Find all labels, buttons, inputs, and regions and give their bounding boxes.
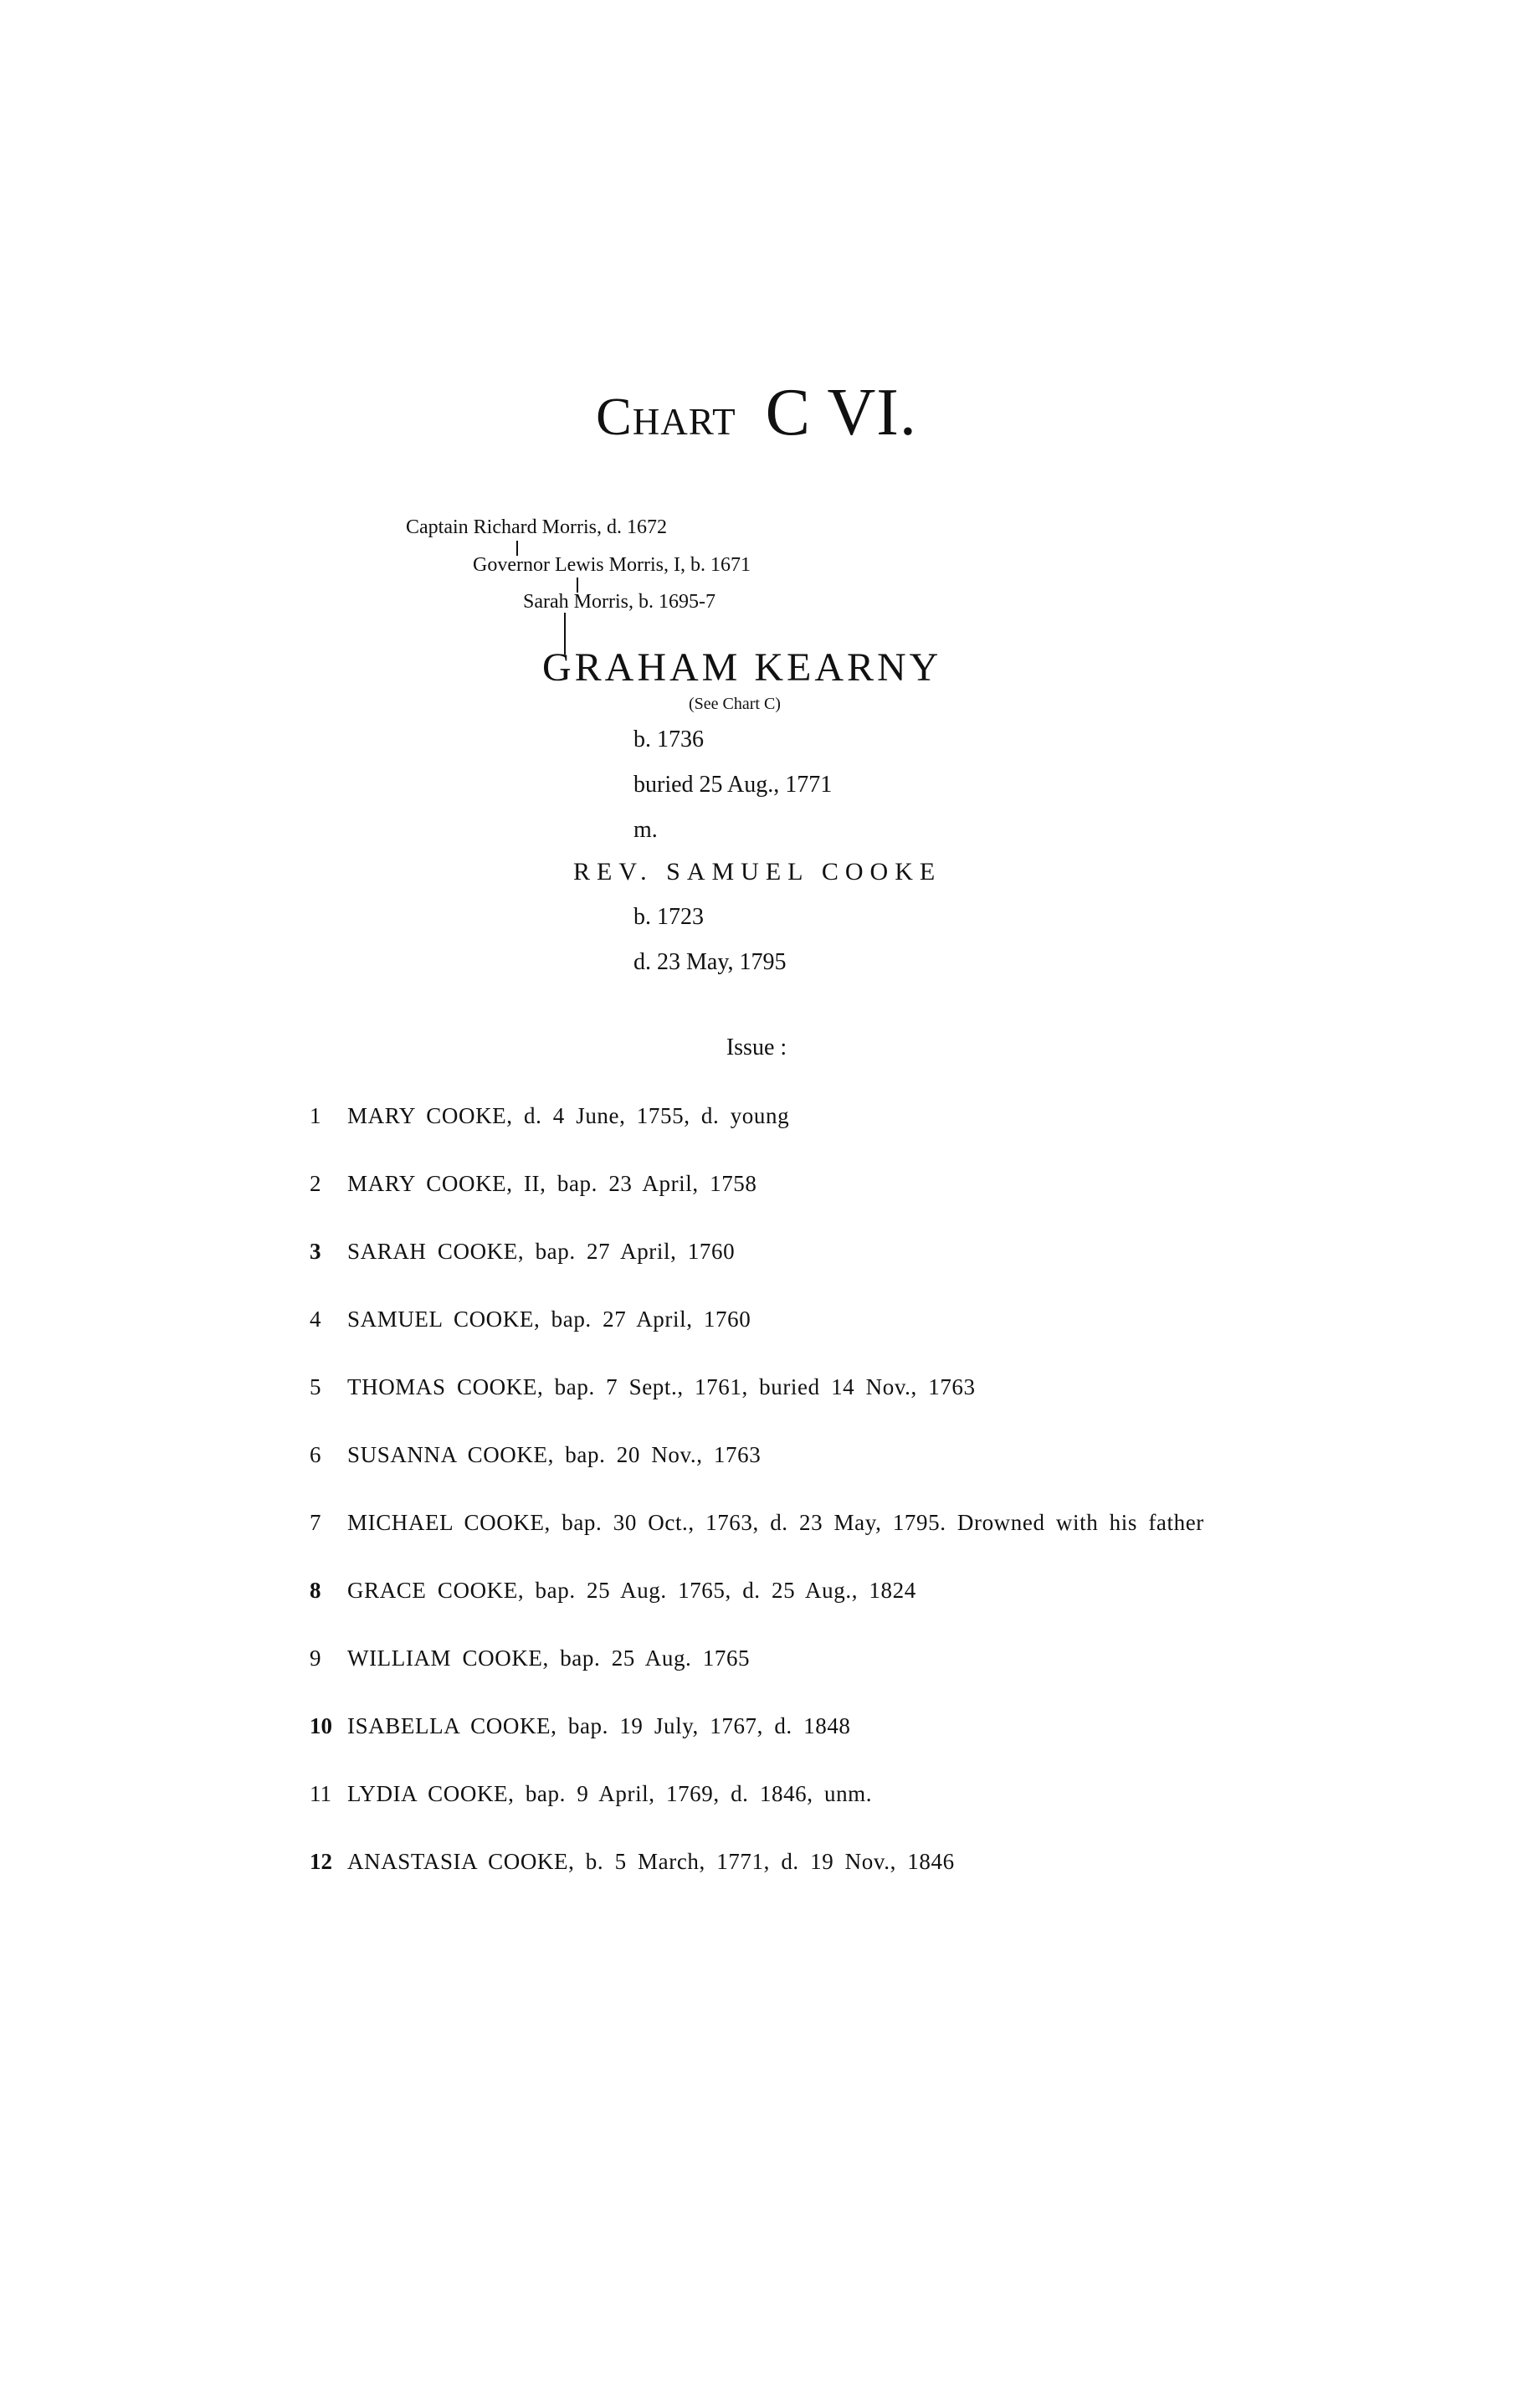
chart-title-big: C VI. bbox=[765, 376, 917, 449]
issue-text: MICHAEL COOKE, bap. 30 Oct., 1763, d. 23 May, 1795. Drowned with his father bbox=[347, 1510, 1204, 1535]
issue-number: 12 bbox=[310, 1849, 332, 1874]
ancestor-1: Captain Richard Morris, d. 1672 bbox=[406, 516, 667, 538]
chart-title-small: Chart bbox=[596, 387, 736, 446]
issue-text: GRACE COOKE, bap. 25 Aug. 1765, d. 25 Aug., 1824 bbox=[347, 1578, 916, 1603]
spouse-name: REV. SAMUEL COOKE bbox=[573, 858, 942, 886]
issue-text: LYDIA COOKE, bap. 9 April, 1769, d. 1846, unm. bbox=[347, 1781, 873, 1806]
issue-text: SARAH COOKE, bap. 27 April, 1760 bbox=[347, 1239, 736, 1264]
spouse-died: d. 23 May, 1795 bbox=[633, 949, 787, 975]
issue-number: 10 bbox=[310, 1713, 332, 1738]
issue-text: THOMAS COOKE, bap. 7 Sept., 1761, buried 14 Nov., 1763 bbox=[347, 1374, 976, 1399]
subject-married: m. bbox=[633, 817, 658, 843]
subject-born: b. 1736 bbox=[633, 727, 704, 752]
ancestor-2: Governor Lewis Morris, I, b. 1671 bbox=[473, 554, 751, 576]
ancestor-3: Sarah Morris, b. 1695-7 bbox=[523, 591, 715, 613]
issue-number: 5 bbox=[310, 1374, 321, 1399]
issue-text: ISABELLA COOKE, bap. 19 July, 1767, d. 1848 bbox=[347, 1713, 851, 1738]
chart-title bbox=[0, 375, 1513, 451]
issue-heading: Issue : bbox=[726, 1035, 787, 1060]
spouse-born: b. 1723 bbox=[633, 904, 704, 930]
issue-number: 3 bbox=[310, 1239, 321, 1264]
issue-text: MARY COOKE, II, bap. 23 April, 1758 bbox=[347, 1171, 757, 1196]
subject-buried: buried 25 Aug., 1771 bbox=[633, 772, 833, 798]
issue-text: WILLIAM COOKE, bap. 25 Aug. 1765 bbox=[347, 1646, 751, 1671]
issue-number: 1 bbox=[310, 1103, 321, 1128]
issue-text: SUSANNA COOKE, bap. 20 Nov., 1763 bbox=[347, 1442, 762, 1467]
issue-text: MARY COOKE, d. 4 June, 1755, d. young bbox=[347, 1103, 790, 1128]
issue-number: 9 bbox=[310, 1646, 321, 1671]
issue-number: 7 bbox=[310, 1510, 321, 1535]
issue-number: 2 bbox=[310, 1171, 321, 1196]
issue-text: ANASTASIA COOKE, b. 5 March, 1771, d. 19 Nov., 1846 bbox=[347, 1849, 955, 1874]
subject-name: GRAHAM KEARNY bbox=[542, 645, 942, 690]
issue-number: 6 bbox=[310, 1442, 321, 1467]
subject-chart-ref: (See Chart C) bbox=[689, 695, 781, 713]
issue-number: 11 bbox=[310, 1781, 331, 1806]
issue-text: SAMUEL COOKE, bap. 27 April, 1760 bbox=[347, 1307, 751, 1332]
issue-number: 8 bbox=[310, 1578, 321, 1603]
issue-number: 4 bbox=[310, 1307, 321, 1332]
